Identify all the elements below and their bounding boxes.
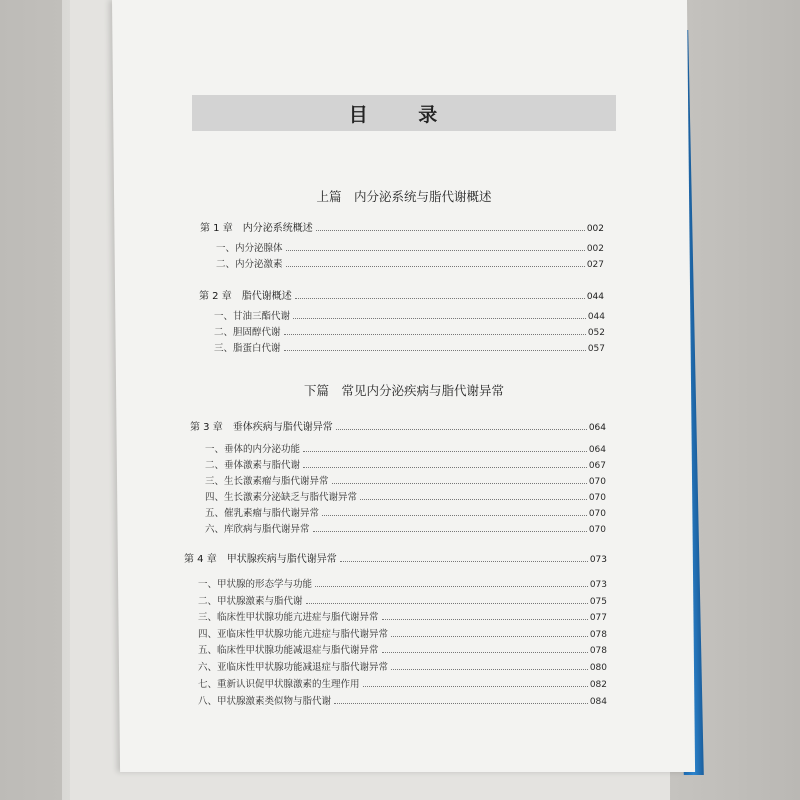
toc-entry[interactable]: 五、临床性甲状腺功能减退症与脂代谢异常 078 [198,645,607,656]
toc-entry[interactable]: 四、生长激素分泌缺乏与脂代谢异常 070 [205,492,606,503]
toc-entry[interactable]: 五、催乳素瘤与脂代谢异常 070 [205,508,606,519]
toc-entry[interactable]: 一、内分泌腺体 002 [216,243,604,254]
toc-entry[interactable]: 一、甘油三酯代谢 044 [214,311,605,322]
toc-entry[interactable]: 二、垂体激素与脂代谢 067 [205,460,606,471]
toc-entry[interactable]: 二、内分泌激素 027 [216,259,604,270]
toc-title-band [192,95,616,131]
toc-entry[interactable]: 第 3 章 垂体疾病与脂代谢异常 064 [190,422,606,433]
toc-title: 目 录 [348,103,460,126]
toc-entry[interactable]: 二、甲状腺激素与脂代谢 075 [198,596,607,607]
toc-entry[interactable]: 第 1 章 内分泌系统概述 002 [200,223,604,234]
toc-entry[interactable]: 一、甲状腺的形态学与功能 073 [198,579,607,590]
toc-entry[interactable]: 四、亚临床性甲状腺功能亢进症与脂代谢异常 078 [198,629,607,640]
toc-entry[interactable]: 六、库欣病与脂代谢异常 070 [205,524,606,535]
toc-entry[interactable]: 二、胆固醇代谢 052 [214,327,605,338]
part-heading-2: 下篇 常见内分泌疾病与脂代谢异常 [303,383,504,398]
toc-entry[interactable]: 三、生长激素瘤与脂代谢异常 070 [205,476,606,487]
toc-entry[interactable]: 三、脂蛋白代谢 057 [214,343,605,354]
toc-entry[interactable]: 七、重新认识促甲状腺激素的生理作用 082 [198,679,607,690]
toc-entry[interactable]: 六、亚临床性甲状腺功能减退症与脂代谢异常 080 [198,662,607,673]
part-heading-1: 上篇 内分泌系统与脂代谢概述 [316,189,492,204]
toc-entry[interactable]: 八、甲状腺激素类似物与脂代谢 084 [198,696,607,707]
toc-entry[interactable]: 三、临床性甲状腺功能亢进症与脂代谢异常 077 [198,612,607,623]
toc-entry[interactable]: 一、垂体的内分泌功能 064 [205,444,606,455]
toc-entry[interactable]: 第 2 章 脂代谢概述 044 [199,291,604,302]
toc-entry[interactable]: 第 4 章 甲状腺疾病与脂代谢异常 073 [184,554,607,565]
